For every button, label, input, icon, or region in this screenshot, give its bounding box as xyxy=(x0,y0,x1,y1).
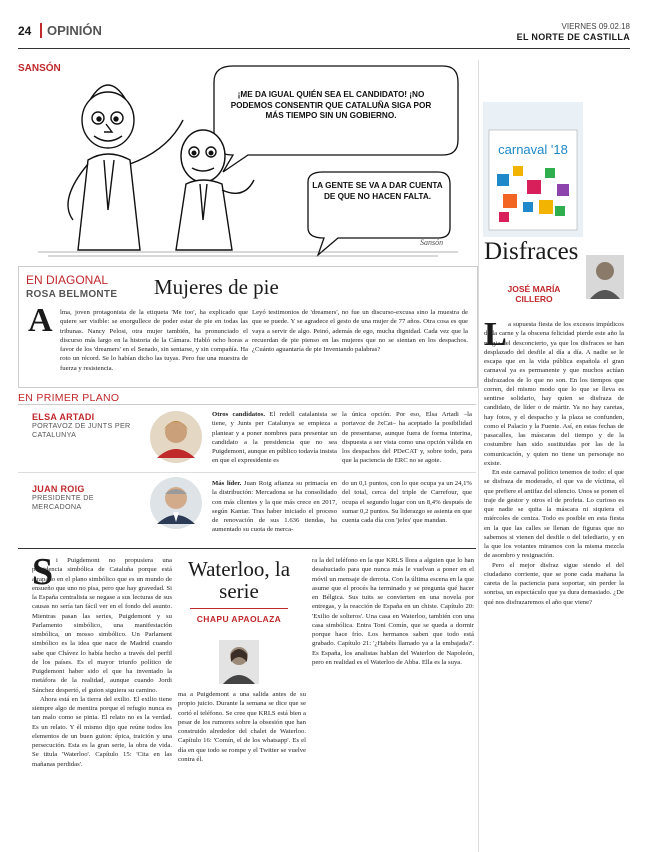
divider xyxy=(18,548,476,549)
profile-text: Juan Roig afianza su primacía en la distribución: Mercadona se ha consolidado con más clientes y la que más crece en 2017, según Kantar. Tras haber iniciado el proceso de renovación de sus 1.636 tiendas, ha aumentado su cuota de merca- xyxy=(212,480,338,534)
profile-role: PORTAVOZ DE JUNTS PER CATALUNYA xyxy=(32,421,131,439)
profile-lead: Otros candidatos. xyxy=(212,411,265,418)
profile-text-col1 xyxy=(212,479,337,535)
title-rule xyxy=(190,608,288,609)
profile-role: PRESIDENTE DE MERCADONA xyxy=(32,493,94,511)
article-col1 xyxy=(32,551,172,769)
article-author: CHAPU APAOLAZA xyxy=(196,614,282,624)
profile-text-col2: do un 0,1 puntos, con lo que ocupa ya un 24,1% del total, cerca del triple de Carrefour, que ocupa el segundo lugar con un 8,4% después de sumar 0,2 puntos. Su liderazgo se asienta en que cuenta cada día con 'jefes' que mandan. xyxy=(342,480,472,524)
column-title: Disfraces xyxy=(484,238,579,265)
speech-bubble-1: ¡ME DA IGUAL QUIÉN SEA EL CANDIDATO! ¡NO PODEMOS CONSENTIR QUE CATALUÑA SIGA POR MÁS TIEMPO SIN UN GOBIERNO. xyxy=(230,90,432,120)
drop-cap: L xyxy=(484,316,507,353)
profile-text-col1 xyxy=(212,410,337,466)
divider xyxy=(18,404,476,405)
article-col2: ma a Puigdemont a una salida antes de su propio juicio. Durante la semana se dice que se cortó el teléfono. Se cree que KRLS está bien a pesar de los rumores sobre la obsesión que han construido alrededor del chalet de Waterloo. Capítulo 16: 'Comín, el de los whatsapp'. Es el día en que todo se rompe y el Twitter se vuelve contra él. xyxy=(178,691,306,763)
drop-cap: A xyxy=(28,302,53,339)
profile-photo xyxy=(149,476,203,530)
profile-text: El redell catalanista se tiene, y Junts per Catalunya se empieza a plantear y a poner nombres para presentar un candidato a la presidencia que no sea Puigdemont, aunque en público todavía insista en que el expresidente es xyxy=(212,411,337,465)
page-number: 24 xyxy=(18,24,32,38)
divider xyxy=(18,472,476,473)
paragraph: i Puigdemont no propusiera una presidencia simbólica de Cataluña porque está atrapado en el plano simbólico que es un mundo de ensueño que uno no pisa, pero que hay gravedad. Si la España centralista se negase a sus lecturas de sus causas no sería tan fácil ver en el fondo del asunto. Mientras pasan las series, Puigdemont y su Parlamento simbólico, una manifestación simbólica, un mosso simbólico. Un Parlament simbólico es la idea que nace de Madrid cuando sabe que Chávez lo había hecho a través del perfil de los países. Es el mayor triunfo político de Puigdemont haber sido el que ha inventado la metáfora de la realidad, aunque cuando Jordi Sánchez despertó, el guion siguiera su camino. xyxy=(32,557,172,694)
cartoon-signature: Sansón xyxy=(420,238,444,247)
article-title: Waterloo, la serie xyxy=(187,557,291,603)
paragraph: En este carnaval político tenemos de todo: el que se disfraza de moderado, el que va de víctima, el que prefiere el antifaz del silencio. Unos se ponen el traje de gestor y otros el de profeta. Lo curioso es que nadie se quita la máscara ni siquiera el miércoles de ceniza. Todo es posible en esta fiesta en la que las calles se llenan de figuras que no sabemos si vienen del desfile o del telediario, y en la que los votantes miramos con la misma mezcla de asombro y resignación. xyxy=(484,469,625,560)
column-author: JOSÉ MARÍA CILLERO xyxy=(507,284,561,304)
paragraph: Pero el mejor disfraz sigue siendo el del ciudadano corriente, que se pone cada mañana la careta de la paciencia para soportar, sin perder la sonrisa, un espectáculo que ya dura demasiado. ¿De qué nos disfrazaremos el año que viene? xyxy=(484,561,624,606)
page-header xyxy=(18,20,630,49)
drop-cap: S xyxy=(32,551,54,593)
diagonal-title: Mujeres de pie xyxy=(154,275,279,299)
diagonal-col1: lma, joven protagonista de la etiqueta 'Me too', ha explicado que quiere ser visible: se enorgullece de poder estar de pie en todas las tribunas. Nancy Pelosi, otra mujer también, ha pronunciado el discurso más largo en la historia de la Cámara. Habló ocho horas a favor de los 'dreamers' en el Senado, sin sentarse, y sin compañía. Ha roto un récord. Se lo habían dicho las tuyas. Pero fue una muestra de fuerza y resistencia. xyxy=(60,309,248,372)
paragraph: a supuesta fiesta de los excesos impúdicos de la carne y la obscena felicidad pierde este año la magia del desconcierto, ya que los disfraces se han desplazado del desfile al día a día. A nadie se le escapa que en la vida pública española el gran carnaval ya es permanente y que muchos actúan disfrazados de lo que no son. En los tiempos que corren, del mismo modo que lo que se lleva es sentirse solidario, hay quien se disfraza de candidato, de líder o de mártir. Ya no hay caretas, hay fotos, y el despacho y la plaza se confunden, como el Palacio y la Fuente. Así, en estas fechas de pasacalles, las máscaras del tiempo y de la costumbre han sido sustituidas por las de la comunicación, y quien no tiene un personaje no existe. xyxy=(484,321,624,467)
profile-name: ELSA ARTADI xyxy=(32,412,95,422)
diagonal-col2: Leyó testimonios de 'dreamers', no fue un discurso-excusa sino la muestra de que se puede. Y se agradece el gesto de una mujer de 77 años. Otra cosa es que vaya a servir de algo. Peinó, además de ego, mucha dignidad. Cada vez que la recuerdan de pie pienso en las mujeres que no se sientan en los despachos. ¿Cuánto aguantaría de pie Inventando palabras? xyxy=(252,309,468,353)
column-body xyxy=(484,316,625,607)
author-photo xyxy=(586,255,624,299)
profile-text-col2: la única opción. Por eso, Elsa Artadi –la portavoz de JxCat– ha aceptado la posibilidad de presentarse, aunque fuera de forma interina, dispuesta a ser vista como una opción válida en los despachos del PDeCAT y, sobre todo, para que la paciencia de ERC no se agote. xyxy=(342,411,472,465)
article-col3: ra la del teléfono en la que KRLS llora a alguien que lo han desahuciado para que nunca más le vuelvan a poner en el móvil un mensaje de derrota. Con la última escena en la que asume que el procés ha terminado y se pregunta qué hacer en Bélgica. Sus tuits se convierten en una novela por entregas, y la reacción de España en un chiste. Capítulo 20: 'Exilio de solteros'. Una casa en Waterloo, también con una casa simbólica. Entra Toni Comín, que se queda a dormir porque hace frío. Los hermanos saben que todo está grabado. Capítulo 21: '¿Habéis llamado ya a la embajada?'. Es España, los analistas hablan del Waterloo de Napoleón, pero en realidad es el Waterloo de Abba. Ella es la suya. xyxy=(312,557,474,666)
newspaper-name: EL NORTE DE CASTILLA xyxy=(516,32,630,42)
diagonal-kicker: EN DIAGONAL xyxy=(26,273,109,287)
diagonal-author: ROSA BELMONTE xyxy=(26,289,118,300)
author-photo xyxy=(219,640,259,684)
section-name: OPINIÓN xyxy=(40,23,102,38)
profile-lead: Más líder. xyxy=(212,480,242,487)
issue-date: VIERNES 09.02.18 xyxy=(561,22,630,31)
profile-photo xyxy=(149,410,203,464)
profile-name: JUAN ROIG xyxy=(32,484,85,494)
carnaval-illustration xyxy=(483,102,583,237)
cartoonist-label: SANSÓN xyxy=(18,63,61,74)
column-divider xyxy=(478,60,479,852)
speech-bubble-2: LA GENTE SE VA A DAR CUENTA DE QUE NO HACEN FALTA. xyxy=(312,181,443,201)
paragraph: Ahora está en la tierra del exilio. El exilio tiene siempre algo de mentira porque el refugio nunca es tan malo como se pinta. El relato no es la verdad. Es un relato. Y él mismo dijo que reúne todos los elementos de un buen guion: épica, traición y una persecución. Esta es la gran serie, la obra de vida. Se titula 'Waterloo'. Capítulo 15: 'Cita en las mañanas perdidas'. xyxy=(32,695,172,768)
primer-plano-label: EN PRIMER PLANO xyxy=(18,392,120,404)
carnaval-text: carnaval '18 xyxy=(498,142,568,157)
